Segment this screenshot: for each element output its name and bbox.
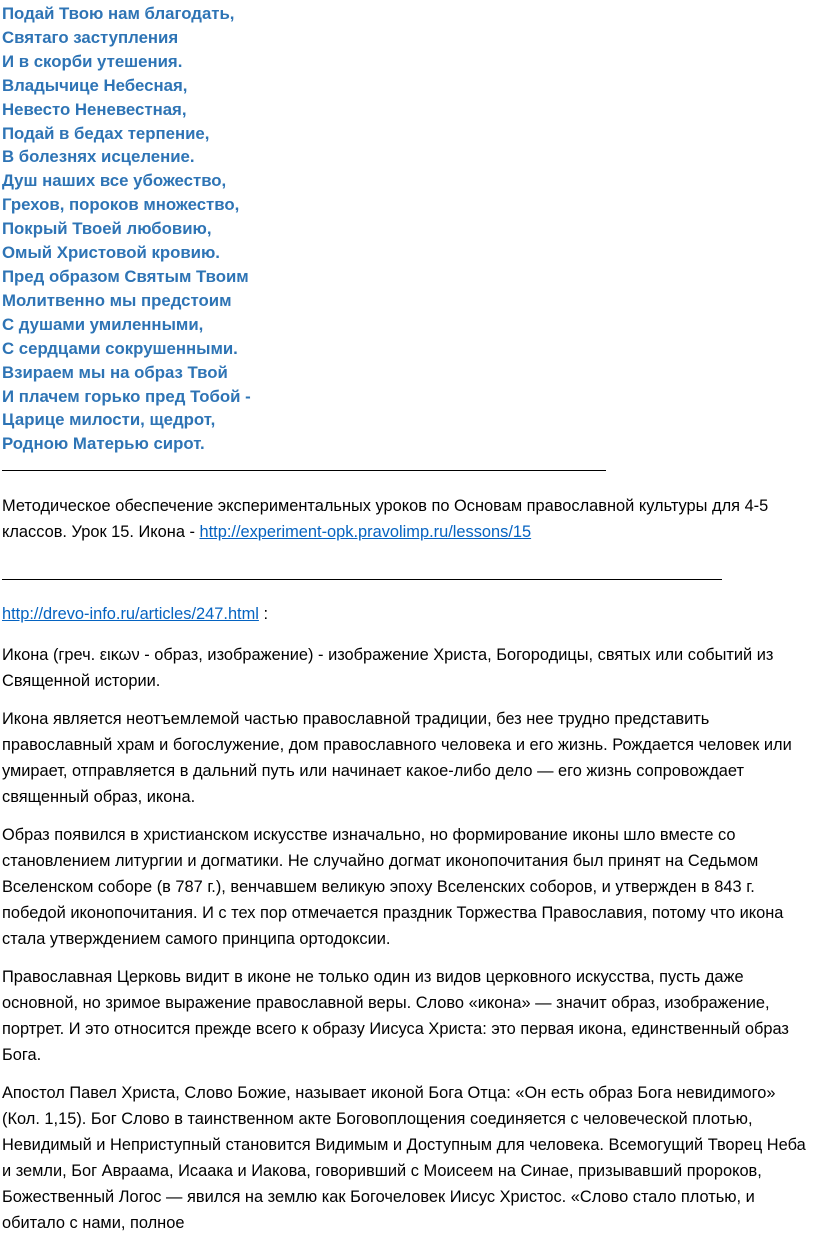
poem-line: Молитвенно мы предстоим [2, 290, 232, 310]
poem-line: Подай в бедах терпение, [2, 123, 210, 143]
source-reference [2, 601, 807, 627]
poem-line: И плачем горько пред Тобой - [2, 386, 251, 406]
poem-line: Владычице Небесная, [2, 75, 188, 95]
prayer-poem [2, 2, 251, 456]
methodic-reference [2, 493, 807, 545]
article-paragraph: Апостол Павел Христа, Слово Божие, называет иконой Бога Отца: «Он есть образ Бога невидимого» (Кол. 1,15). Бог Слово в таинственном акте Боговоплощения соединяется с человеческой плотью, Невидимый и Неприступный становится Видимым и Доступным для человека. Всемогущий Творец Неба и земли, Бог Авраама, Исаака и Иакова, говоривший с Моисеем на Синае, призывавший пророков, Божественный Логос — явился на землю как Богочеловек Иисус Христос. «Слово стало плотью, и обитало с нами, полное [2, 1084, 806, 1232]
methodic-text: Методическое обеспечение экспериментальных уроков по Основам православной культуры для 4-5 классов. Урок 15. Икона - [2, 497, 769, 541]
article-paragraph: Образ появился в христианском искусстве изначально, но формирование иконы шло вместе со становлением литургии и догматики. Не случайно догмат иконопочитания был принят на Седьмом Вселенском соборе (в 787 г.), венчавшем великую эпоху Вселенских соборов, и утвержден в 843 г. победой иконопочитания. И с тех пор отмечается праздник Торжества Православия, потому что икона стала утверждением самого принципа ортодоксии. [2, 826, 784, 948]
poem-line: Взираем мы на образ Твой [2, 362, 228, 382]
poem-line: С душами умиленными, [2, 314, 204, 334]
poem-line: Родною Матерью сирот. [2, 434, 205, 454]
poem-line: Подай Твою нам благодать, [2, 4, 235, 23]
poem-line: Омый Христовой кровию. [2, 243, 220, 263]
source-link[interactable]: http://drevo-info.ru/articles/247.html [2, 605, 259, 623]
article-paragraph: Икона является неотъемлемой частью православной традиции, без нее трудно представить православный храм и богослужение, дом православного человека и его жизнь. Рождается человек или умирает, отправляется в дальний путь или начинает какое-либо дело — его жизнь сопровождает священный образ, икона. [2, 710, 792, 806]
poem-line: Грехов, пороков множество, [2, 195, 240, 215]
poem-line: Пред образом Святым Твоим [2, 266, 249, 286]
poem-line: И в скорби утешения. [2, 51, 183, 71]
lesson-link[interactable]: http://experiment-opk.pravolimp.ru/lessons/15 [199, 523, 532, 541]
article-paragraph: Икона (греч. εικων - образ, изображение) - изображение Христа, Богородицы, святых или событий из Священной истории. [2, 646, 774, 690]
source-suffix: : [258, 605, 269, 623]
poem-line: Святаго заступления [2, 27, 179, 47]
article-paragraph: Православная Церковь видит в иконе не только один из видов церковного искусства, пусть даже основной, но зримое выражение православной веры. Слово «икона» — значит образ, изображение, портрет. И это относится прежде всего к образу Иисуса Христа: это первая икона, единственный образ Бога. [2, 968, 789, 1064]
poem-line: Душ наших все убожество, [2, 171, 227, 191]
poem-line: В болезнях исцеление. [2, 147, 195, 167]
article-body [2, 642, 814, 1248]
poem-line: С сердцами сокрушенными. [2, 338, 238, 358]
poem-line: Невесто Неневестная, [2, 99, 187, 119]
poem-line: Покрый Твоей любовию, [2, 219, 212, 239]
divider-line [2, 470, 606, 471]
poem-line: Царице милости, щедрот, [2, 410, 216, 430]
divider-line [2, 579, 722, 580]
